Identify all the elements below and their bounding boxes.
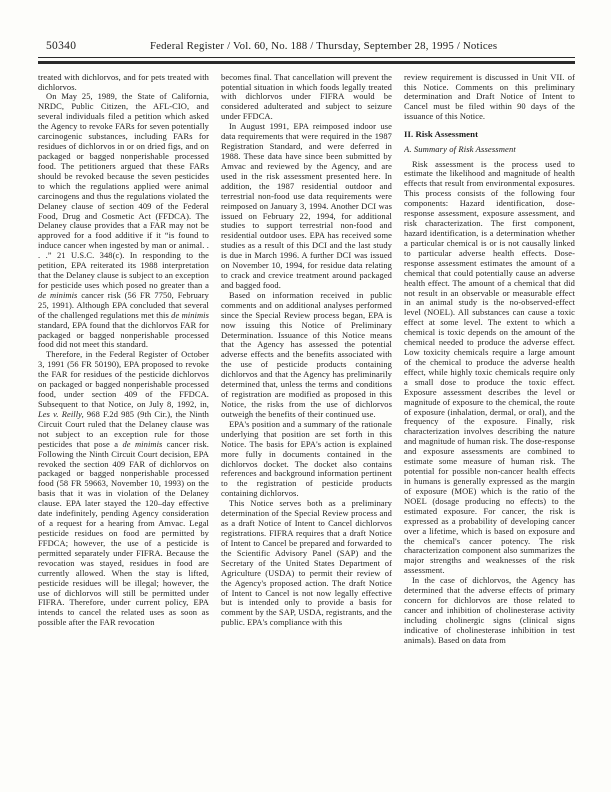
- italic-text: Les v. Reilly,: [38, 408, 84, 419]
- paragraph: [404, 160, 575, 577]
- italic-text: de minimis: [122, 438, 163, 449]
- header-rule-thin: [38, 57, 575, 58]
- body-text: cancer risk (56 FR 7750, February 25, 1991). Although EPA concluded that several of the challenged regulations met this: [38, 289, 209, 320]
- body-text: review requirement is discussed in Unit VII. of this Notice. Comments on this preliminary determination and Draft Notice of Intent to Cancel must be filed within 90 days of the issuance of this Notice.: [404, 72, 575, 122]
- body-text: Therefore, in the Federal Register of October 3, 1991 (56 FR 50190), EPA proposed to revoke the FAR for residues of the pesticide dichlorvos on packaged or bagged nonperishable processed food, under section 409 of the FFDCA. Subsequent to that Notice, on July 8, 1992, in,: [38, 349, 209, 410]
- header-title: Federal Register / Vol. 60, No. 188 / Thursday, September 28, 1995 / Notices: [149, 40, 498, 52]
- italic-text: de minimis: [171, 309, 209, 320]
- paragraph: [38, 73, 209, 93]
- page-header: [38, 40, 575, 56]
- paragraph: [221, 499, 392, 628]
- paragraph: [38, 350, 209, 628]
- paragraph: [404, 576, 575, 645]
- body-text: becomes final. That cancellation will prevent the potential situation in which foods legally treated with dichlorvos under FIFRA would be considered adulterated and subject to seizure under FFDCA.: [221, 72, 392, 122]
- body-text: treated with dichlorvos, and for pets treated with dichlorvos.: [38, 72, 209, 92]
- paragraph: [221, 73, 392, 123]
- subsection-heading: A. Summary of Risk Assessment: [404, 144, 516, 155]
- body-text: standard, EPA found that the dichlorvos FAR for packaged or bagged nonperishable processed food did not meet this standard.: [38, 319, 209, 350]
- column-1: [38, 73, 209, 776]
- body-text: cancer risk. Following the Ninth Circuit Court decision, EPA revoked the section 409 FAR of dichlorvos on packaged or bagged nonperishable processed food (58 FR 59663, November 10, 1993) on the basis that it was in violation of the Delaney clause. EPA later stayed the 120–day effective date indefinitely, pending Agency consideration of a request for a hearing from Amvac. Legal pesticide residues on food are permitted by FFDCA; however, the use of a pesticide is permitted separately under FIFRA. Because the revocation was stayed, residues in food are currently allowed. When the stay is lifted, pesticide residues will be illegal; however, the use of dichlorvos will still be permitted under FIFRA. Therefore, under current policy, EPA intends to cancel the related uses as soon as possible after the FAR revocation: [38, 438, 209, 628]
- body-text: In August 1991, EPA reimposed indoor use data requirements that were required in the 1987 Registration Standard, and were deferred in 1988. These data have since been submitted by Amvac and reviewed by the Agency, and are used in the risk assessment presented here. In addition, the 1987 residential outdoor and terrestrial non-food use data requirements were reimposed on January 3, 1994. Another DCI was issued on February 22, 1994, for additional studies to support terrestrial non-food and residential outdoor uses. EPA has received some studies as a result of this DCI and the last study is due in March 1996. A further DCI was issued on November 10, 1994, for residue data relating to crack and crevice treatment around packaged and bagged food.: [221, 121, 392, 290]
- body-text: Risk assessment is the process used to estimate the likelihood and magnitude of health effects that result from environmental exposures. This process consists of the following four components: Hazard identification, dose-response assessment, exposure assessment, and risk characterization. The first component, hazard identification, is a determination whether a particular chemical is or is not causally linked to particular adverse health effects. Dose-response assessment estimates the amount of a chemical that could potentially cause an adverse health effect. The amount of a chemical that did not result in an observable or measurable effect in an animal study is the no-observed-effect level (NOEL). All substances can cause a toxic effect at some level. The extent to which a chemical is toxic depends on the amount of the chemical needed to produce the adverse effect. Low toxicity chemicals require a large amount of the chemical to produce the adverse health effect, while highly toxic chemicals require only a small dose to produce the toxic effect. Exposure assessment describes the level or magnitude of exposure to the chemical, the route of exposure (inhalation, dermal, or oral), and the frequency of the exposure. Finally, risk characterization involves describing the nature and magnitude of human risk. The dose-response and exposure assessments are combined to estimate some measure of human risk. The potential for possible non-cancer health effects in humans is generally expressed as the margin of exposure (MOE) which is the ratio of the NOEL (dosage producing no effects) to the estimated exposure. For cancer, the risk is expressed as a probability of developing cancer over a lifetime, which is based on exposure and the chemical's cancer potency. The risk characterization component also summarizes the major strengths and weaknesses of the risk assessment.: [404, 158, 575, 576]
- body-text: On May 25, 1989, the State of California, NRDC, Public Citizen, the AFL-CIO, and several individuals filed a petition which asked the Agency to revoke FARs for seven potentially carcinogenic substances, including FARs for residues of dichlorvos in or on dried figs, and on packaged or bagged nonperishable processed food. The petitioners argued that these FARs should be revoked because the seven pesticides to which the regulations applied were animal carcinogens and thus the regulations violated the Delaney clause of section 409 of the Federal Food, Drug and Cosmetic Act (FFDCA). The Delaney clause provides that a FAR may not be approved for a food additive if it “is found to induce cancer when ingested by man or animal. . . .” 21 U.S.C. 348(c). In responding to the petition, EPA reiterated its 1988 interpretation that the Delaney clause is subject to an exception for pesticide uses which posed no greater than a: [38, 91, 209, 290]
- paragraph: [221, 291, 392, 420]
- column-2: [221, 73, 392, 776]
- column-3: [404, 73, 575, 776]
- paragraph: [221, 420, 392, 499]
- text-columns: [38, 73, 575, 776]
- body-text: This Notice serves both as a preliminary determination of the Special Review process and as a draft Notice of Intent to Cancel dichlorvos registrations. FIFRA requires that a draft Notice of Intent to Cancel be prepared and forwarded to the Scientific Advisory Panel (SAP) and the Secretary of the United States Department of Agriculture (USDA) to permit their review of the Agency's proposed action. The draft Notice of Intent to Cancel is not now legally effective but is intended only to provide a basis for comment by the SAP, USDA, registrants, and the public. EPA's compliance with this: [221, 498, 392, 628]
- header-rule-thick: [38, 61, 575, 64]
- paragraph: [221, 122, 392, 291]
- paragraph: [38, 92, 209, 350]
- italic-text: de minimis: [38, 289, 78, 300]
- body-text: In the case of dichlorvos, the Agency has determined that the adverse effects of primary concern for dichlorvos are those related to cancer and inhibition of cholinesterase activity including cholinergic signs (clinical signs indicative of cholinesterase inhibition in test animals). Based on data from: [404, 575, 575, 645]
- body-text: EPA's position and a summary of the rationale underlying that position are set forth in this Notice. The basis for EPA's action is explained more fully in documents contained in the dichlorvos docket. The docket also contains references and background information pertinent to the registration of pesticide products containing dichlorvos.: [221, 418, 392, 499]
- paragraph: [404, 73, 575, 123]
- body-text: Based on information received in public comments and on additional analyses performed since the Special Review process began, EPA is now issuing this Notice of Preliminary Determination. Issuance of this Notice means that the Agency has assessed the potential adverse effects and the benefits associated with the use of pesticide products containing dichlorvos and that the Agency has preliminarily determined that, unless the terms and conditions of registration are modified as proposed in this Notice, the risks from the use of dichlorvos outweigh the benefits of their continued use.: [221, 289, 392, 419]
- section-heading: II. Risk Assessment: [404, 129, 479, 140]
- body-text: 968 F.2d 985 (9th Cir.), the Ninth Circuit Court ruled that the Delaney clause was not subject to an exception rule for those pesticides that pose a: [38, 408, 209, 449]
- page-number: 50340: [46, 40, 77, 52]
